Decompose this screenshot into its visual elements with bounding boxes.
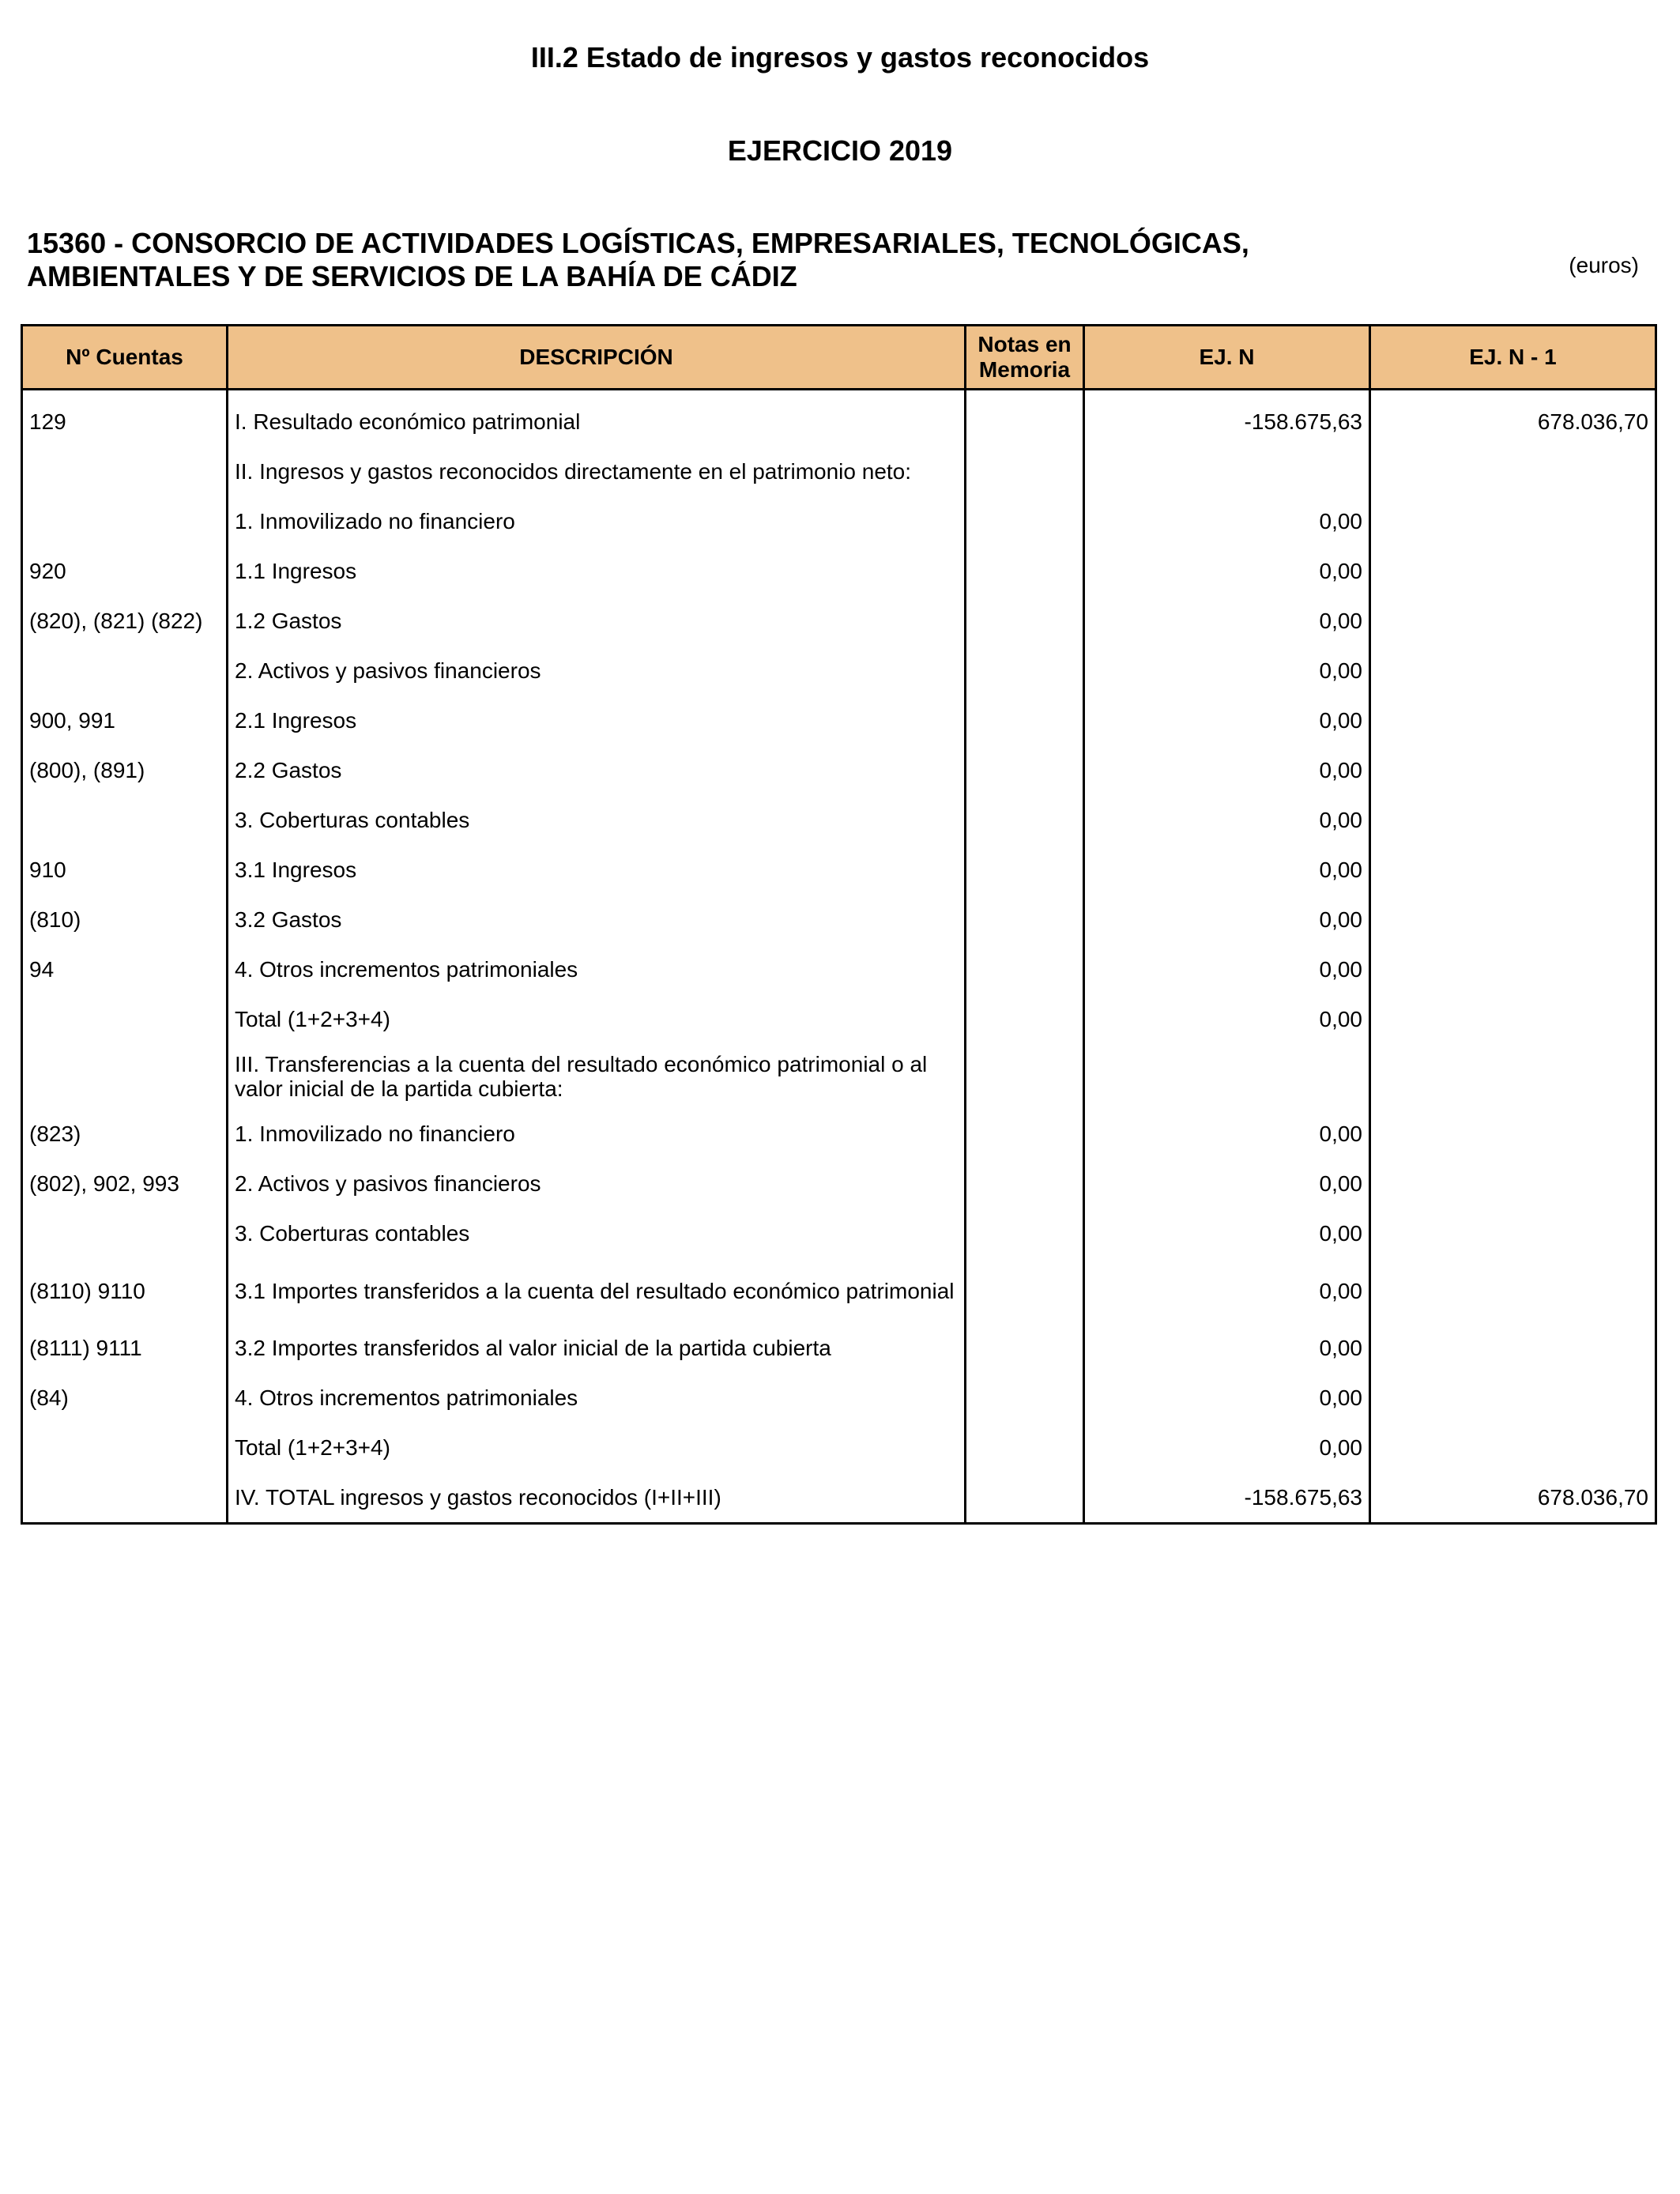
table-row (22, 1208, 1656, 1258)
cell-cuentas (22, 646, 228, 696)
cell-ej-n-1 (1370, 546, 1656, 596)
cell-ej-n: 0,00 (1084, 696, 1370, 745)
cell-ej-n: 0,00 (1084, 546, 1370, 596)
cell-notas (966, 1423, 1084, 1472)
cell-descripcion: IV. TOTAL ingresos y gastos reconocidos (I+II+III) (228, 1472, 966, 1524)
cell-ej-n-1 (1370, 1044, 1656, 1109)
cell-notas (966, 1258, 1084, 1323)
cell-ej-n-1 (1370, 1323, 1656, 1373)
cell-ej-n-1 (1370, 795, 1656, 845)
cell-descripcion: II. Ingresos y gastos reconocidos directamente en el patrimonio neto: (228, 447, 966, 496)
cell-ej-n: 0,00 (1084, 1373, 1370, 1423)
table-row (22, 795, 1656, 845)
table-body (22, 390, 1656, 1524)
table-row (22, 1109, 1656, 1159)
cell-notas (966, 895, 1084, 944)
table-row (22, 1472, 1656, 1524)
cell-ej-n: 0,00 (1084, 895, 1370, 944)
cell-ej-n: 0,00 (1084, 646, 1370, 696)
cell-descripcion: 1. Inmovilizado no financiero (228, 496, 966, 546)
cell-notas (966, 447, 1084, 496)
cell-ej-n: 0,00 (1084, 1208, 1370, 1258)
cell-ej-n: 0,00 (1084, 944, 1370, 994)
cell-descripcion: 3.2 Importes transferidos al valor inicial de la partida cubierta (228, 1323, 966, 1373)
table-row (22, 994, 1656, 1044)
column-header-descripcion: DESCRIPCIÓN (228, 326, 966, 390)
cell-ej-n (1084, 447, 1370, 496)
cell-notas (966, 646, 1084, 696)
cell-notas (966, 1373, 1084, 1423)
cell-cuentas: (8111) 9111 (22, 1323, 228, 1373)
cell-descripcion: Total (1+2+3+4) (228, 1423, 966, 1472)
cell-descripcion: 3. Coberturas contables (228, 795, 966, 845)
table-row (22, 546, 1656, 596)
cell-ej-n: 0,00 (1084, 1323, 1370, 1373)
cell-descripcion: III. Transferencias a la cuenta del resultado económico patrimonial o al valor inicial de la partida cubierta: (228, 1044, 966, 1109)
cell-ej-n: 0,00 (1084, 994, 1370, 1044)
cell-cuentas (22, 496, 228, 546)
cell-ej-n: 0,00 (1084, 1159, 1370, 1208)
cell-cuentas (22, 1472, 228, 1524)
cell-ej-n-1 (1370, 1423, 1656, 1472)
cell-cuentas (22, 795, 228, 845)
column-header-ej-n: EJ. N (1084, 326, 1370, 390)
currency-unit-label: (euros) (1569, 253, 1639, 277)
cell-ej-n-1 (1370, 646, 1656, 696)
cell-ej-n-1 (1370, 1373, 1656, 1423)
cell-ej-n-1 (1370, 447, 1656, 496)
cell-ej-n-1 (1370, 944, 1656, 994)
cell-descripcion: 3. Coberturas contables (228, 1208, 966, 1258)
table-row (22, 390, 1656, 447)
cell-cuentas (22, 447, 228, 496)
column-header-ej-n-1: EJ. N - 1 (1370, 326, 1656, 390)
table-row (22, 696, 1656, 745)
cell-ej-n: 0,00 (1084, 496, 1370, 546)
cell-ej-n-1 (1370, 994, 1656, 1044)
cell-ej-n-1: 678.036,70 (1370, 390, 1656, 447)
cell-ej-n: -158.675,63 (1084, 1472, 1370, 1524)
cell-ej-n-1 (1370, 596, 1656, 646)
cell-descripcion: I. Resultado económico patrimonial (228, 390, 966, 447)
cell-descripcion: 1.1 Ingresos (228, 546, 966, 596)
cell-notas (966, 546, 1084, 596)
cell-ej-n-1 (1370, 895, 1656, 944)
cell-descripcion: 2. Activos y pasivos financieros (228, 1159, 966, 1208)
cell-ej-n: 0,00 (1084, 745, 1370, 795)
cell-ej-n: 0,00 (1084, 1109, 1370, 1159)
cell-descripcion: 1.2 Gastos (228, 596, 966, 646)
column-header-notas: Notas en Memoria (966, 326, 1084, 390)
cell-descripcion: Total (1+2+3+4) (228, 994, 966, 1044)
cell-cuentas: (802), 902, 993 (22, 1159, 228, 1208)
cell-cuentas: (84) (22, 1373, 228, 1423)
cell-notas (966, 696, 1084, 745)
table-row (22, 1423, 1656, 1472)
cell-descripcion: 4. Otros incrementos patrimoniales (228, 1373, 966, 1423)
cell-cuentas (22, 1423, 228, 1472)
cell-ej-n-1 (1370, 745, 1656, 795)
table-row (22, 596, 1656, 646)
cell-ej-n-1 (1370, 1208, 1656, 1258)
cell-notas (966, 795, 1084, 845)
cell-descripcion: 3.1 Ingresos (228, 845, 966, 895)
cell-ej-n: 0,00 (1084, 596, 1370, 646)
cell-cuentas: (823) (22, 1109, 228, 1159)
cell-notas (966, 1208, 1084, 1258)
cell-ej-n-1 (1370, 696, 1656, 745)
table-row (22, 1323, 1656, 1373)
cell-cuentas (22, 994, 228, 1044)
cell-ej-n-1 (1370, 1258, 1656, 1323)
cell-cuentas: (820), (821) (822) (22, 596, 228, 646)
table-row (22, 1258, 1656, 1323)
fiscal-year-heading: EJERCICIO 2019 (727, 134, 953, 167)
cell-descripcion: 2.2 Gastos (228, 745, 966, 795)
table-row (22, 895, 1656, 944)
cell-notas (966, 1159, 1084, 1208)
cell-notas (966, 496, 1084, 546)
cell-cuentas (22, 1208, 228, 1258)
table-row (22, 646, 1656, 696)
cell-cuentas: 910 (22, 845, 228, 895)
cell-descripcion: 2. Activos y pasivos financieros (228, 646, 966, 696)
cell-ej-n-1: 678.036,70 (1370, 1472, 1656, 1524)
cell-notas (966, 1323, 1084, 1373)
cell-notas (966, 944, 1084, 994)
table-row (22, 1044, 1656, 1109)
cell-cuentas: 920 (22, 546, 228, 596)
cell-notas (966, 994, 1084, 1044)
table-row (22, 496, 1656, 546)
cell-ej-n: -158.675,63 (1084, 390, 1370, 447)
cell-descripcion: 3.2 Gastos (228, 895, 966, 944)
cell-notas (966, 1044, 1084, 1109)
entity-name-line-1: 15360 - CONSORCIO DE ACTIVIDADES LOGÍSTICAS, EMPRESARIALES, TECNOLÓGICAS, (27, 227, 1249, 259)
cell-notas (966, 1109, 1084, 1159)
cell-ej-n: 0,00 (1084, 1258, 1370, 1323)
cell-descripcion: 1. Inmovilizado no financiero (228, 1109, 966, 1159)
cell-cuentas: (800), (891) (22, 745, 228, 795)
cell-descripcion: 3.1 Importes transferidos a la cuenta del resultado económico patrimonial (228, 1258, 966, 1323)
cell-notas (966, 1472, 1084, 1524)
table-row (22, 944, 1656, 994)
cell-cuentas: 900, 991 (22, 696, 228, 745)
income-expense-table (21, 324, 1657, 1525)
cell-notas (966, 596, 1084, 646)
cell-ej-n: 0,00 (1084, 795, 1370, 845)
cell-ej-n: 0,00 (1084, 1423, 1370, 1472)
table-row (22, 745, 1656, 795)
table-row (22, 1159, 1656, 1208)
cell-cuentas: (8110) 9110 (22, 1258, 228, 1323)
cell-ej-n: 0,00 (1084, 845, 1370, 895)
cell-descripcion: 4. Otros incrementos patrimoniales (228, 944, 966, 994)
column-header-cuentas: Nº Cuentas (22, 326, 228, 390)
table-header-row (22, 326, 1656, 390)
cell-ej-n (1084, 1044, 1370, 1109)
entity-name (27, 227, 1449, 293)
cell-cuentas: (810) (22, 895, 228, 944)
table-row (22, 845, 1656, 895)
page-title: III.2 Estado de ingresos y gastos reconocidos (530, 41, 1150, 74)
cell-cuentas: 129 (22, 390, 228, 447)
cell-ej-n-1 (1370, 845, 1656, 895)
cell-ej-n-1 (1370, 1159, 1656, 1208)
cell-cuentas: 94 (22, 944, 228, 994)
cell-notas (966, 845, 1084, 895)
cell-notas (966, 745, 1084, 795)
cell-notas (966, 390, 1084, 447)
entity-name-line-2: AMBIENTALES Y DE SERVICIOS DE LA BAHÍA DE CÁDIZ (27, 260, 797, 292)
cell-cuentas (22, 1044, 228, 1109)
cell-descripcion: 2.1 Ingresos (228, 696, 966, 745)
cell-ej-n-1 (1370, 1109, 1656, 1159)
table-row (22, 1373, 1656, 1423)
table-row (22, 447, 1656, 496)
cell-ej-n-1 (1370, 496, 1656, 546)
